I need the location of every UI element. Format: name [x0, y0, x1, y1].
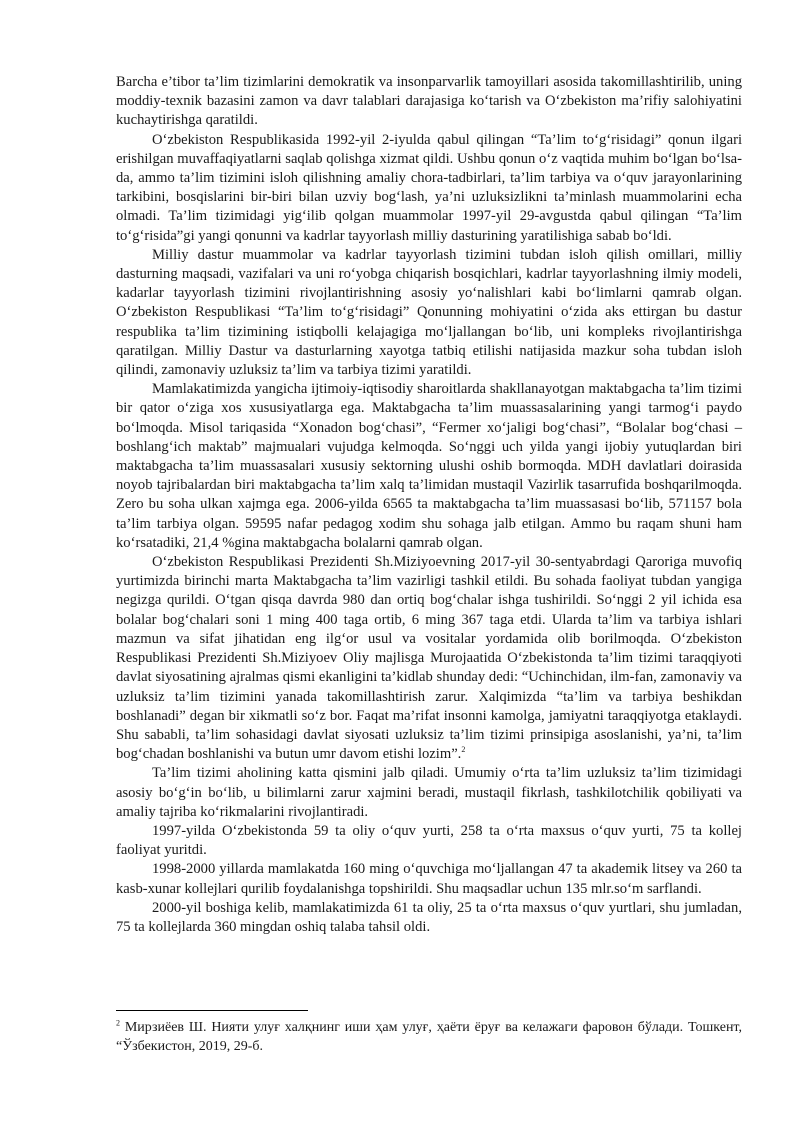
paragraph-8: 1998-2000 yillarda mamlakatda 160 ming o‘quvchiga mo‘ljallangan 47 ta akademik litsey va 260 ta kasb-xunar kollejlari qurilib foydalanishga topshirildi. Shu maqsadlar uchun 135 mlr.so‘m sarflandi. — [116, 861, 742, 897]
document-body — [116, 73, 742, 937]
footnote-separator — [116, 1010, 308, 1011]
footnote-text: Мирзиёев Ш. Нияти улуғ халқнинг иши ҳам улуғ, ҳаёти ёруғ ва келажаги фаровон бўлади. Тошкент, “Ўзбекистон, 2019, 29-б. — [116, 1020, 742, 1054]
paragraph-5 — [116, 553, 742, 764]
paragraph-1: Barcha e’tibor ta’lim tizimlarini demokratik va insonparvarlik tamoyillari asosida takomillashtirilib, uning moddiy-texnik bazasini zamon va davr talablari darajasiga ko‘tarish va O‘zbekiston ma’rifiy salohiyatini kuchaytirishga qaratildi. — [116, 74, 742, 129]
paragraph-4: Mamlakatimizda yangicha ijtimoiy-iqtisodiy sharoitlarda shakllanayotgan maktabgacha ta’lim tizimi bir qator o‘ziga xos xususiyatlarga ega. Maktabgacha ta’lim muassasalarining yangi tarmog‘i paydo bo‘lmoqda. Misol tariqasida “Xonadon bog‘chasi”, “Fermer xo‘jaligi bog‘chasi”, “Bolalar bog‘chasi – boshlang‘ich maktab” majmualari vujudga kelmoqda. So‘nggi uch yilda yangi ijobiy yutuqlardan biri maktabgacha ta’lim muassasalari xususiy sektorning ulushi oshib bormoqda. MDH davlatlari doirasida noyob tajribalardan biri maktabgacha ta’lim xalq ta’limidan mustaqil Vazirlik tasarrufida boshqarilmoqda. Zero bu soha ulkan xajmga ega. 2006-yilda 6565 ta maktabgacha ta’lim muassasasi bo‘lib, 571157 bola ta’lim tarbiya olgan. 59595 nafar pedagog xodim shu sohaga jalb etilgan. Ammo bu raqam shuni ham ko‘rsatadiki, 21,4 %gina maktabgacha bolalarni qamrab olgan. — [116, 381, 742, 551]
footnote — [116, 1018, 742, 1056]
paragraph-5-text: O‘zbekiston Respublikasi Prezidenti Sh.Miziyoevning 2017-yil 30-sentyabrdagi Qaroriga muvofiq yurtimizda birinchi marta Maktabgacha ta’lim vazirligi tashkil etildi. Bu sohada faoliyat tubdan yangiga negizga qurildi. O‘tgan qisqa davrda 980 dan ortiq bog‘chalar ishga tushirildi. So‘nggi 2 yil ichida esa bolalar bog‘chalari soni 1 ming 400 taga ortib, 6 ming 367 taga etdi. Ularda ta’lim va tarbiya ishlari mazmun va sifat jihatidan eng ilg‘or usul va vositalar yordamida olib borilmoqda. O‘zbekiston Respublikasi Prezidenti Sh.Miziyoev Oliy majlisga Murojaatida O‘zbekistonda ta’lim tizimi taraqqiyoti davlat siyosatining ajralmas qismi ekanligini ta’kidlab shunday dedi: “Uchinchidan, ilm-fan, zamonaviy va uzluksiz ta’lim tizimini yanada takomillashtirish zarur. Xalqimizda “ta’lim va tarbiya beshikdan boshlanadi” degan bir xikmatli so‘z bor. Faqat ma’rifat insonni kamolga, jamiyatni taraqqiyotga etaklaydi. Shu sababli, ta’lim sohasidagi davlat siyosati uzluksiz ta’lim tizimi prinsipiga asoslanishi, ya’ni, ta’lim bog‘chadan boshlanishi va butun umr davom etishi lozim”. — [116, 554, 742, 763]
paragraph-2: O‘zbekiston Respublikasida 1992-yil 2-iyulda qabul qilingan “Ta’lim to‘g‘risidagi” qonun ilgari erishilgan muvaffaqiyatlarni saqlab qolishga xizmat qildi. Ushbu qonun o‘z vaqtida muhim bo‘lgan bo‘lsa-da, ammo ta’lim tizimini isloh qilishning amaliy chora-tadbirlari, ta’lim tarbiya va o‘quv jarayonlarining tarkibini, bosqislarini bir-biri bilan uzviy bog‘lash, ya’ni uzluksizlikni ta’minlash muammolarini echa olmadi. Ta’lim tizimidagi yig‘ilib qolgan muammolar 1997-yil 29-avgustda qabul qilingan “Ta’lim to‘g‘risida”gi yangi qonunni va kadrlar tayyorlash milliy dasturining yaratilishiga sabab bo‘ldi. — [116, 131, 742, 244]
paragraph-6: Ta’lim tizimi aholining katta qismini jalb qiladi. Umumiy o‘rta ta’lim uzluksiz ta’lim tizimidagi asosiy bo‘g‘in bo‘lib, u bilimlarni zarur xajmini beradi, mustaqil fikrlash, tashkilotchilik qobiliyati va amaliy tajriba ko‘rikmalarini rivojlantiradi. — [116, 765, 742, 820]
paragraph-3: Milliy dastur muammolar va kadrlar tayyorlash tizimini tubdan isloh qilish omillari, milliy dasturning maqsadi, vazifalari va uni ro‘yobga chiqarish bosqichlari, kadrlar tayyorlashning ilmiy modeli, kadarlar tayyorlash tizimini rivojlantirishning asosiy yo‘nalishlari kabi bo‘limlarni qamrab olgan. O‘zbekiston Respublikasi “Ta’lim to‘g‘risidagi” Qonunning mohiyatini o‘zida aks ettirgan bu dastur respublika ta’lim tizimining istiqbolli kelajagiga mo‘ljallangan bo‘lib, uni kompleks rivojlantirishga qaratilgan. Milliy Dastur va dasturlarning xayotga tatbiq etilishi natijasida mazkur soha tubdan isloh qilindi, zamonaviy uzluksiz ta’lim va tarbiya tizimi yaratildi. — [116, 246, 742, 379]
footnote-reference[interactable]: 2 — [461, 745, 466, 755]
paragraph-7: 1997-yilda O‘zbekistonda 59 ta oliy o‘quv yurti, 258 ta o‘rta maxsus o‘quv yurti, 75 ta kollej faoliyat yuritdi. — [116, 822, 742, 859]
paragraph-9: 2000-yil boshiga kelib, mamlakatimizda 61 ta oliy, 25 ta o‘rta maxsus o‘quv yurtlari, shu jumladan, 75 ta kollejlarda 360 mingdan oshiq talaba tahsil oldi. — [116, 899, 742, 935]
footnote-number: 2 — [116, 1018, 120, 1028]
